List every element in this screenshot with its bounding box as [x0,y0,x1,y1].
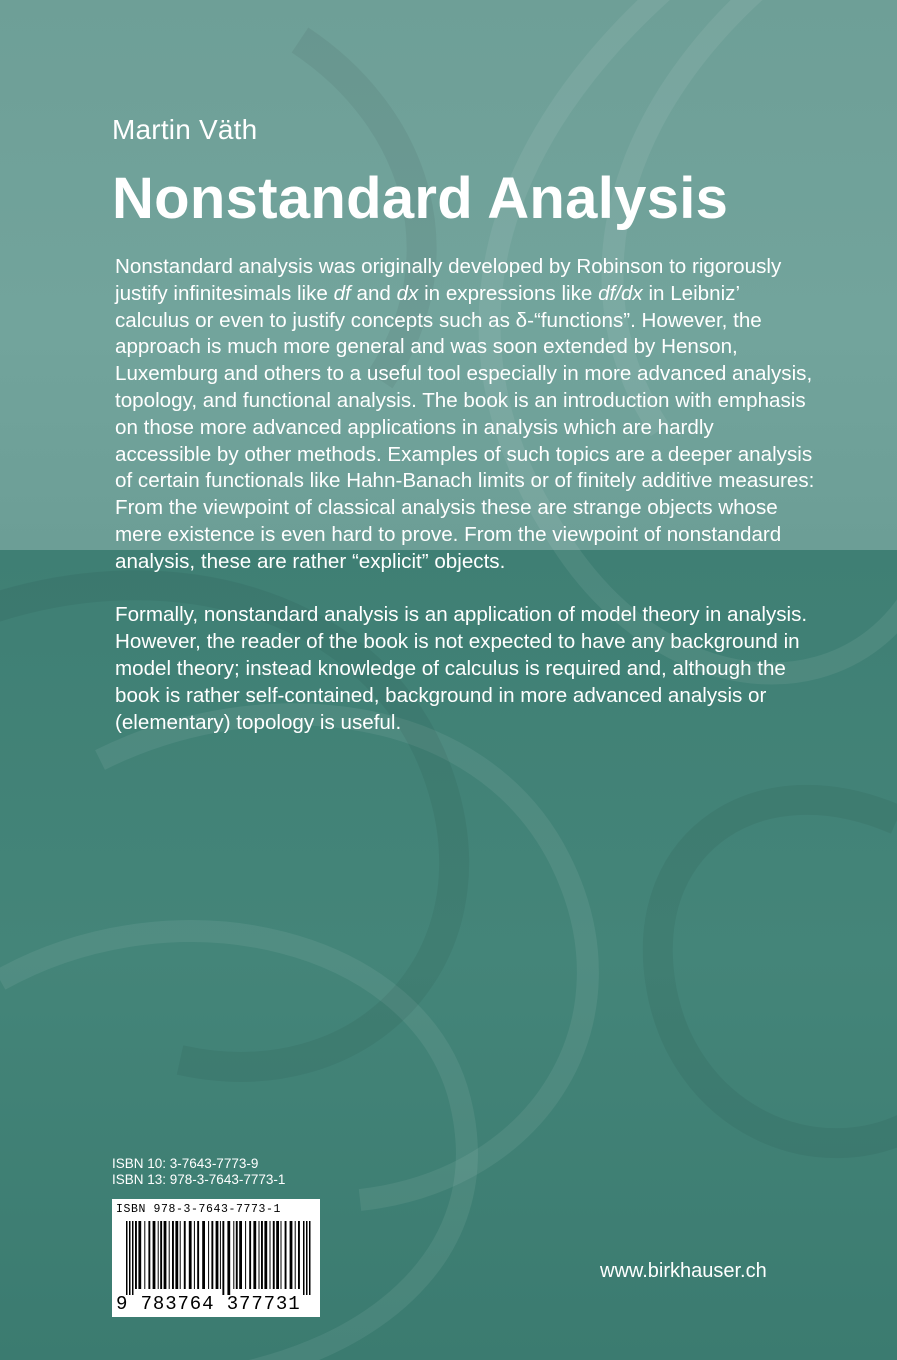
barcode-bar [169,1221,170,1289]
barcode-bar [129,1221,131,1295]
barcode-bar [298,1221,300,1289]
barcode-bar [273,1221,275,1289]
barcode-bar [158,1221,159,1289]
barcode-bar [290,1221,293,1289]
barcode-bar [148,1221,150,1289]
italic-term: dx [396,281,419,305]
barcode-bar [216,1221,219,1289]
barcode-bar [227,1221,230,1295]
barcode-bar [259,1221,260,1289]
barcode-bar [236,1221,238,1289]
barcode-bar [295,1221,296,1289]
book-title: Nonstandard Analysis [112,166,729,231]
barcode-bar [253,1221,256,1289]
barcode [112,1199,320,1317]
barcode-bar [164,1221,167,1289]
barcode-digits: 9 783764 377731 [116,1293,301,1315]
text-run: in Leibniz’ calculus or even to justify concepts such as δ-“functions”. However, the approach is much more general and was soon extended by Henson, Luxemburg and others to a useful tool especially in more advanced analysis, topology, and functional analysis. The book is an introduction with emphasis on those more advanced applications in analysis which are hardly accessible by other methods. Examples of such topics are a deeper analysis of certain functionals like Hahn-Banach limits or of finitely additive measures: From the viewpoint of classical analysis these are strange objects whose mere existence is even hard to prove. From the viewpoint of nonstandard analysis, these are rather “explicit” objects. [115,281,815,573]
isbn-13: ISBN 13: 978-3-7643-7773-1 [112,1172,286,1187]
barcode-bar [184,1221,186,1289]
text-run: in expressions like [418,281,599,305]
barcode-isbn-text: ISBN 978-3-7643-7773-1 [116,1203,282,1216]
isbn-10: ISBN 10: 3-7643-7773-9 [112,1156,259,1171]
barcode-bar [270,1221,271,1289]
text-run: and [350,281,397,305]
barcode-bar [211,1221,213,1289]
barcode-bar [132,1221,134,1295]
barcode-bar [180,1221,181,1289]
italic-term: df/dx [598,281,643,305]
barcode-bar [239,1221,242,1289]
author-name: Martin Väth [112,114,258,145]
barcode-bar [138,1221,141,1289]
barcode-bar [264,1221,267,1289]
barcode-bar [261,1221,263,1289]
barcode-bar [222,1221,224,1295]
barcode-bar [309,1221,311,1295]
barcode-bar [303,1221,305,1295]
barcode-bar [126,1221,128,1295]
italic-term: df [333,281,351,305]
barcode-bar [153,1221,156,1289]
barcode-bar [306,1221,308,1295]
barcode-bar [276,1221,279,1289]
barcode-bar [208,1221,209,1289]
barcode-bar [281,1221,282,1289]
barcode-bar [172,1221,174,1289]
barcode-bar [135,1221,137,1289]
barcode-bar [197,1221,199,1289]
barcode-bar [175,1221,178,1289]
blurb [115,254,815,736]
text-run: Nonstandard analysis was originally developed by Robinson to rigorously justify infinitesimals like [115,255,782,305]
barcode-bar [202,1221,205,1289]
barcode-bar [249,1221,251,1289]
barcode-bar [285,1221,287,1289]
blurb-paragraph-2: Formally, nonstandard analysis is an application of model theory in analysis. However, the reader of the book is not expected to have any background in model theory; instead knowledge of calculus is required and, although the book is rather self-contained, background in more advanced analysis or (elementary) topology is useful. [115,603,808,734]
barcode-bar [194,1221,195,1289]
publisher-website: www.birkhauser.ch [600,1260,767,1282]
barcode-bar [220,1221,221,1289]
blurb-paragraph-1 [115,254,815,576]
barcode-bar [160,1221,162,1289]
barcode-bar [189,1221,192,1289]
barcode-bar [144,1221,145,1289]
barcode-bar [245,1221,246,1289]
barcode-bar [233,1221,234,1289]
isbn-block [112,1156,285,1188]
